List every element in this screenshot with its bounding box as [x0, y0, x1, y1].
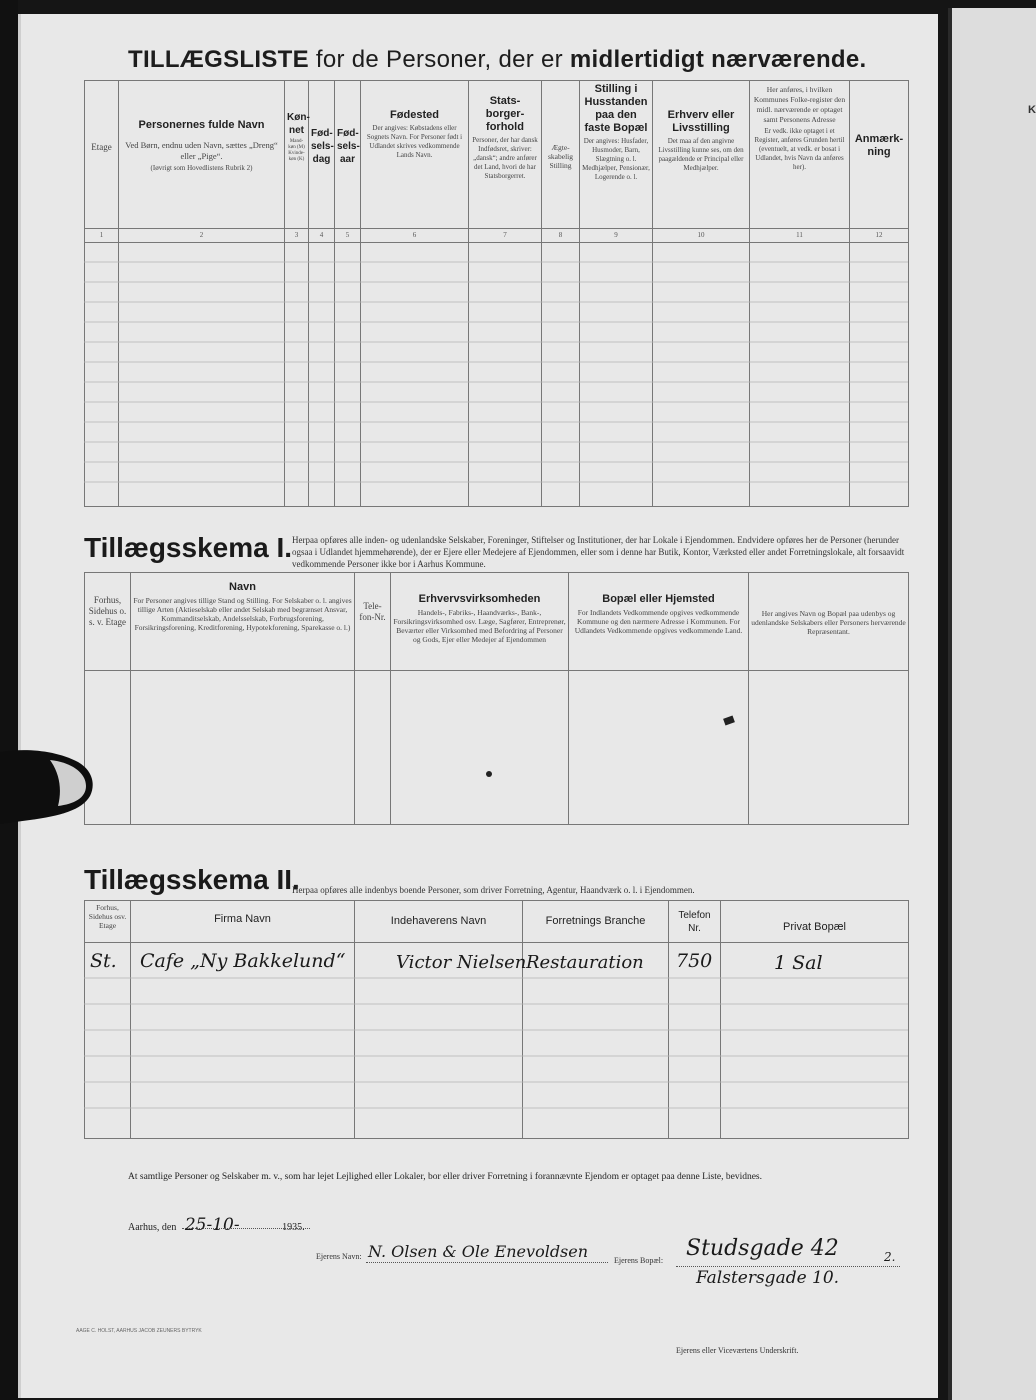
col-name: Personernes fulde Navn Ved Børn, endnu uden Navn, sættes „Dreng“ eller „Pige“. (Iøvrigt som Hovedlistens Rubrik 2)	[119, 81, 285, 229]
s1-col-erhverv: Erhvervsvirksomheden Handels-, Fabriks-, Haandværks-, Bank-, Forsikringsvirksomhed osv. Læge, Sagfører, Entreprenør, Beværter eller Virksomhed med Befordring af Personer og Gods, Ejer eller Medejer af Ejendommen	[391, 573, 569, 671]
s2-col-telefon: Telefon Nr.	[669, 901, 721, 943]
col-erhverv: Erhverv eller Livsstilling Det maa af den angivne Livsstilling kunne ses, om den paagældende er Principal eller Medhjælper.	[653, 81, 750, 229]
s2-col-etage: Forhus, Sidehus osv. Etage	[85, 901, 131, 943]
signature-label: Ejerens eller Viceværtens Underskrift.	[676, 1346, 799, 1355]
adjacent-page	[948, 8, 1036, 1400]
skema1-table	[84, 572, 909, 825]
skema1-description: Herpaa opføres alle inden- og udenlandske Selskaber, Foreninger, Stiftelser og Institutioner, der har Lokale i Ejendommen. Endvidere opføres her de Personer (herunder ogsaa i Udlandet hjemmehørende), der er Ejere eller Medejere af Ejendommen, eller som i denne har Butik, Kontor, Værksted eller andet Forretningslokale, alt forsaavidt vedkommende Personer ikke bor i Aarhus Kommune.	[292, 535, 905, 569]
date-year: 1935.	[282, 1222, 305, 1233]
col-etage: Etage	[85, 81, 119, 229]
s1-col-bopael: Bopæl eller Hjemsted For Indlandets Vedkommende opgives vedkommende Kommune og den nærmere Adresse i Kommunen. For Udlandets Vedkommende opgives vedkommende Land.	[569, 573, 749, 671]
date-underline	[182, 1228, 310, 1229]
owner-address-line2: Falstersgade 10.	[696, 1268, 840, 1288]
owner-address-line1: Studsgade 42	[686, 1236, 839, 1261]
s1-col-etage: Forhus, Sidehus o. s. v. Etage	[85, 573, 131, 671]
s2-col-branche: Forretnings Branche	[523, 901, 669, 943]
owner-address-label: Ejerens Bopæl:	[614, 1256, 664, 1265]
col-foedested: Fødested Der angives: Købstadens eller Sognets Navn. For Personer født i Udlandet skrives vedkommende Lands Navn.	[361, 81, 469, 229]
title-strong: midlertidigt nærværende.	[569, 46, 867, 73]
col-anmaerkning: Anmærk-ning	[850, 81, 909, 229]
s2-entry-telefon: 750	[676, 950, 713, 972]
s1-body-cell	[131, 671, 355, 825]
adjacent-page-letter: K	[1028, 104, 1036, 116]
s2-col-firma: Firma Navn	[131, 901, 355, 943]
col-koen: Køn-net Mand-køn (M) Kvinde-køn (K)	[285, 81, 309, 229]
date-prefix: Aarhus, den	[128, 1222, 177, 1233]
col-aegteskab: Ægte-skabelig Stilling	[542, 81, 580, 229]
s1-body-cell	[749, 671, 909, 825]
col-statsborger: Stats-borger-forhold Personer, der har dansk Indfødsret, skriver: „dansk“; andre anfører det Land, hvori de har Statsborgerret.	[469, 81, 542, 229]
col-foedselsdag: Fød-sels-dag	[309, 81, 335, 229]
s2-entry-firma: Cafe „Ny Bakkelund“	[140, 950, 346, 972]
s2-col-indehaver: Indehaverens Navn	[355, 901, 523, 943]
s2-entry-indehaver: Victor Nielsen	[396, 952, 527, 973]
list-ruling	[84, 242, 908, 506]
col-stilling: Stilling i Husstanden paa den faste Bopæl Der angives: Husfader, Husmoder, Barn, Slægtning o. l. Medhjælper, Pensionær, Logerende o. l.	[580, 81, 653, 229]
date-line	[128, 1215, 305, 1235]
s1-body-cell	[569, 671, 749, 825]
s2-entry-branche: Restauration	[526, 952, 644, 973]
skema2-header-row	[85, 901, 909, 943]
thumb-shape	[0, 740, 95, 830]
list-colnum-row: 1 2 3 4 5 6 7 8 9 10 11 12	[85, 229, 909, 243]
owner-name-underline	[366, 1262, 608, 1263]
s1-col-repraesentant: Her angives Navn og Bopæl paa udenbys og udenlandske Selskabers eller Personers herværende Repræsentant.	[749, 573, 909, 671]
list-header-row	[85, 81, 909, 229]
col-folkeregister: Her anføres, i hvilken Kommunes Folke-register den midl. nærværende er optaget samt Personens Adresse Er vedk. ikke optaget i et Register, anføres Grunden hertil (eventuelt, at vedk. er bosat i Udlandet, hvis Navn da anføres her).	[750, 81, 850, 229]
owner-address-suffix: 2.	[884, 1250, 896, 1264]
certification-text: At samtlige Personer og Selskaber m. v., som har lejet Lejlighed eller Lokaler, bor eller driver Forretning i forannævnte Ejendom er optaget paa denne Liste, bevidnes.	[128, 1172, 762, 1182]
skema1-title: Tillægsskema I.	[84, 532, 293, 563]
s2-entry-etage: St.	[90, 950, 117, 972]
s2-entry-bopael: 1 Sal	[774, 952, 823, 974]
ink-spot	[486, 771, 492, 777]
printer-imprint: AAGE C. HOLST, AARHUS JACOB ZEUNERS BYTRYK	[76, 1328, 202, 1334]
title-rest: for de Personer, der er	[315, 46, 563, 73]
col-foedselsaar: Fød-sels-aar	[335, 81, 361, 229]
s1-body-cell	[391, 671, 569, 825]
page-title	[128, 46, 867, 74]
skema1-body-row	[85, 671, 909, 825]
title-word: TILLÆGSLISTE	[128, 46, 309, 73]
owner-address-underline	[676, 1266, 900, 1267]
s1-col-navn: Navn For Personer angives tillige Stand og Stilling. For Selskaber o. l. angives tillige Arten (Aktieselskab eller andet Selskab med begrænset Ansvar, Kommanditselskab, Andelsselskab, Forbrugsforening, Forsikringsforening, Kreditforening, Hypotekforening, Sparekasse o. l.)	[131, 573, 355, 671]
date-handwritten: 25-10-	[184, 1215, 240, 1235]
skema2-description: Herpaa opføres alle indenbys boende Personer, som driver Forretning, Agentur, Haandværk o. l. i Ejendommen.	[292, 885, 695, 895]
s1-col-telefon: Tele-fon-Nr.	[355, 573, 391, 671]
s2-col-bopael: Privat Bopæl	[721, 901, 909, 943]
skema1-header-row	[85, 573, 909, 671]
owner-name-signature: N. Olsen & Ole Enevoldsen	[368, 1242, 589, 1261]
owner-name-label: Ejerens Navn:	[316, 1252, 362, 1261]
left-shadow	[0, 0, 18, 1400]
skema2-title: Tillægsskema II.	[84, 864, 300, 895]
s1-body-cell	[355, 671, 391, 825]
